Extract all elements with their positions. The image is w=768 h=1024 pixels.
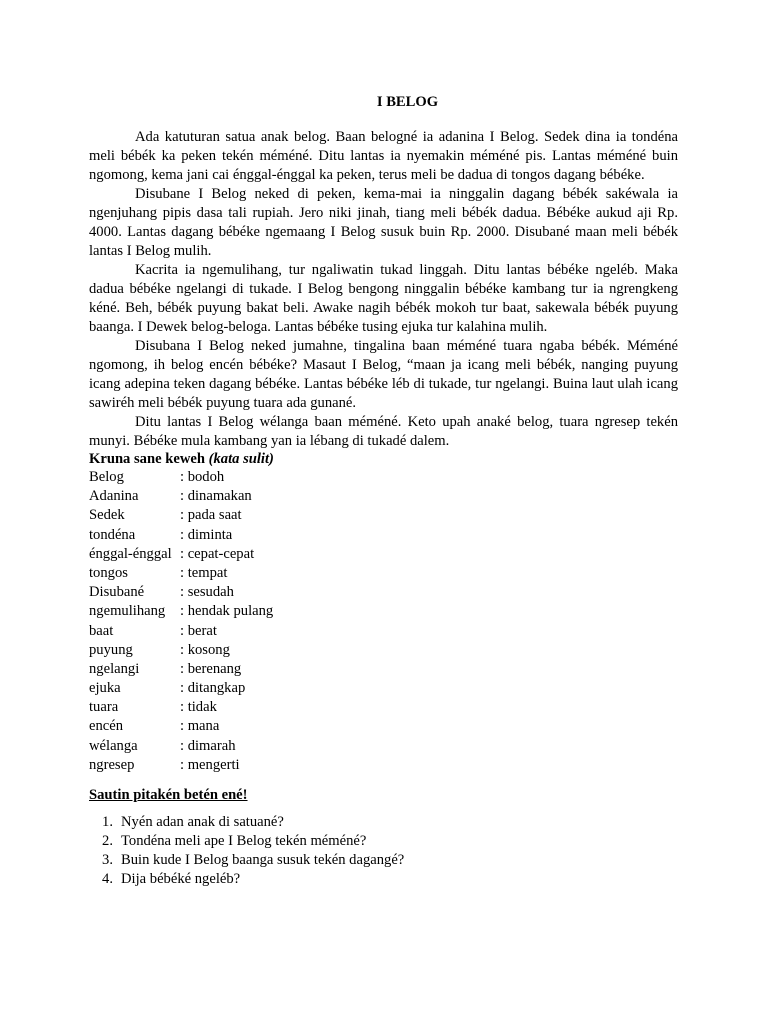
vocabulary-word: Adanina [89, 488, 139, 505]
vocabulary-heading [89, 450, 274, 469]
question-text: Tondéna meli ape I Belog tekén méméné? [121, 833, 367, 849]
vocabulary-word: ngemulihang [89, 603, 166, 620]
vocabulary-meaning: : dimarah [180, 737, 236, 754]
vocabulary-meaning: : hendak pulang [180, 603, 274, 620]
vocabulary-meaning: : pada saat [180, 507, 242, 524]
question-item [89, 813, 404, 832]
vocabulary-row [89, 679, 273, 698]
vocabulary-heading-text: Kruna sane keweh [89, 451, 209, 467]
story-paragraph: Disubane I Belog neked di peken, kema-mai ia ninggalin dagang bébék sakéwala ia ngenjuhang pipis dasa tali rupiah. Jero niki jinah, tiang meli bébék dadua. Bébéke aukud aji Rp. 4000. Lantas dagang bébéke ngemaang I Belog susuk buin Rp. 2000. Disubané maan meli bébék lantas I Belog mulih. [89, 186, 678, 259]
vocabulary-word: tondéna [89, 526, 136, 543]
vocabulary-meaning: : berat [180, 622, 217, 639]
question-number: 1. [102, 814, 113, 830]
vocabulary-meaning: : dinamakan [180, 488, 252, 505]
vocabulary-word: tongos [89, 564, 128, 581]
story-paragraph: Ada katuturan satua anak belog. Baan belogné ia adanina I Belog. Sedek dina ia tondéna meli bébék ka peken tekén méméné. Ditu lantas ia nyemakin méméné pis. Lantas méméné buin ngomong, kema jani cai énggal-énggal ka peken, terus meli be dadua di tongos dagang bébéke. [89, 129, 678, 183]
question-item [89, 851, 404, 870]
vocabulary-row [89, 641, 273, 660]
question-number: 4. [102, 871, 113, 887]
vocabulary-row [89, 660, 273, 679]
vocabulary-row [89, 717, 273, 736]
story-paragraph: Ditu lantas I Belog wélanga baan méméné. Keto upah anaké belog, tuara ngresep tekén munyi. Bébéke mula kambang yan ia lébang di tukadé dalem. [89, 414, 678, 449]
vocabulary-row [89, 756, 273, 775]
vocabulary-word: Disubané [89, 584, 145, 601]
vocabulary-row [89, 487, 273, 506]
question-text: Buin kude I Belog baanga susuk tekén dagangé? [121, 852, 405, 868]
vocabulary-meaning: : mengerti [180, 756, 240, 773]
vocabulary-row [89, 545, 273, 564]
question-text: Nyén adan anak di satuané? [121, 814, 284, 830]
vocabulary-row [89, 602, 273, 621]
vocabulary-meaning: : kosong [180, 641, 230, 658]
question-item [89, 832, 404, 851]
question-number: 3. [102, 852, 113, 868]
vocabulary-word: ejuka [89, 680, 121, 697]
vocabulary-row [89, 564, 273, 583]
vocabulary-meaning: : tidak [180, 699, 217, 716]
questions-heading: Sautin pitakén betén ené! [89, 787, 248, 803]
vocabulary-meaning: : bodoh [180, 469, 225, 485]
vocabulary-row [89, 526, 273, 545]
vocabulary-row [89, 468, 273, 487]
vocabulary-row [89, 506, 273, 525]
vocabulary-row [89, 698, 273, 717]
vocabulary-word: encén [89, 718, 124, 735]
vocabulary-word: tuara [89, 699, 119, 716]
vocabulary-word: puyung [89, 641, 133, 658]
vocabulary-row [89, 622, 273, 641]
vocabulary-row [89, 583, 273, 602]
vocabulary-meaning: : mana [180, 718, 220, 735]
vocabulary-heading-italic: (kata sulit) [208, 451, 274, 467]
vocabulary-row [89, 737, 273, 756]
vocabulary-word: ngelangi [89, 660, 140, 677]
story-paragraph: Disubana I Belog neked jumahne, tingalina baan méméné tuara ngaba bébék. Méméné ngomong, ih belog encén bébéke? Masaut I Belog, “maan ja icang meli bébék, nanging puyung icang adepina teken dagang bébéke. Lantas bébéke léb di tukade, tur ngelangi. Buina laut ulah icang sawiréh meli bébék puyung tuara ada gunané. [89, 338, 678, 411]
vocabulary-word: énggal-énggal [89, 545, 172, 562]
questions-list [89, 813, 404, 889]
vocabulary-meaning: : cepat-cepat [180, 545, 255, 562]
vocabulary-meaning: : diminta [180, 526, 233, 543]
vocabulary-meaning: : berenang [180, 660, 242, 677]
vocabulary-word: Sedek [89, 507, 125, 524]
story-paragraph: Kacrita ia ngemulihang, tur ngaliwatin tukad linggah. Ditu lantas bébéke ngeléb. Maka dadua bébéke ngelangi di tukade. I Belog bengong ninggalin bébéke kambang tur ia ngrengkeng kéné. Beh, bébék puyung bakat beli. Awake nagih bébék mokoh tur baat, sakewala bébék puyung baanga. I Dewek belog-beloga. Lantas bébéke tusing ejuka tur kalahina mulih. [89, 262, 678, 335]
vocabulary-word: baat [89, 622, 114, 639]
vocabulary-table [89, 468, 273, 775]
question-item [89, 870, 404, 889]
question-text: Dija bébéké ngeléb? [121, 871, 241, 887]
vocabulary-word: Belog [89, 469, 124, 485]
vocabulary-meaning: : tempat [180, 564, 228, 581]
question-number: 2. [102, 833, 113, 849]
vocabulary-meaning: : ditangkap [180, 680, 246, 697]
vocabulary-word: ngresep [89, 756, 135, 773]
vocabulary-word: wélanga [89, 737, 138, 754]
story-body [89, 128, 678, 451]
story-title: I BELOG [376, 94, 439, 110]
vocabulary-meaning: : sesudah [180, 584, 234, 601]
